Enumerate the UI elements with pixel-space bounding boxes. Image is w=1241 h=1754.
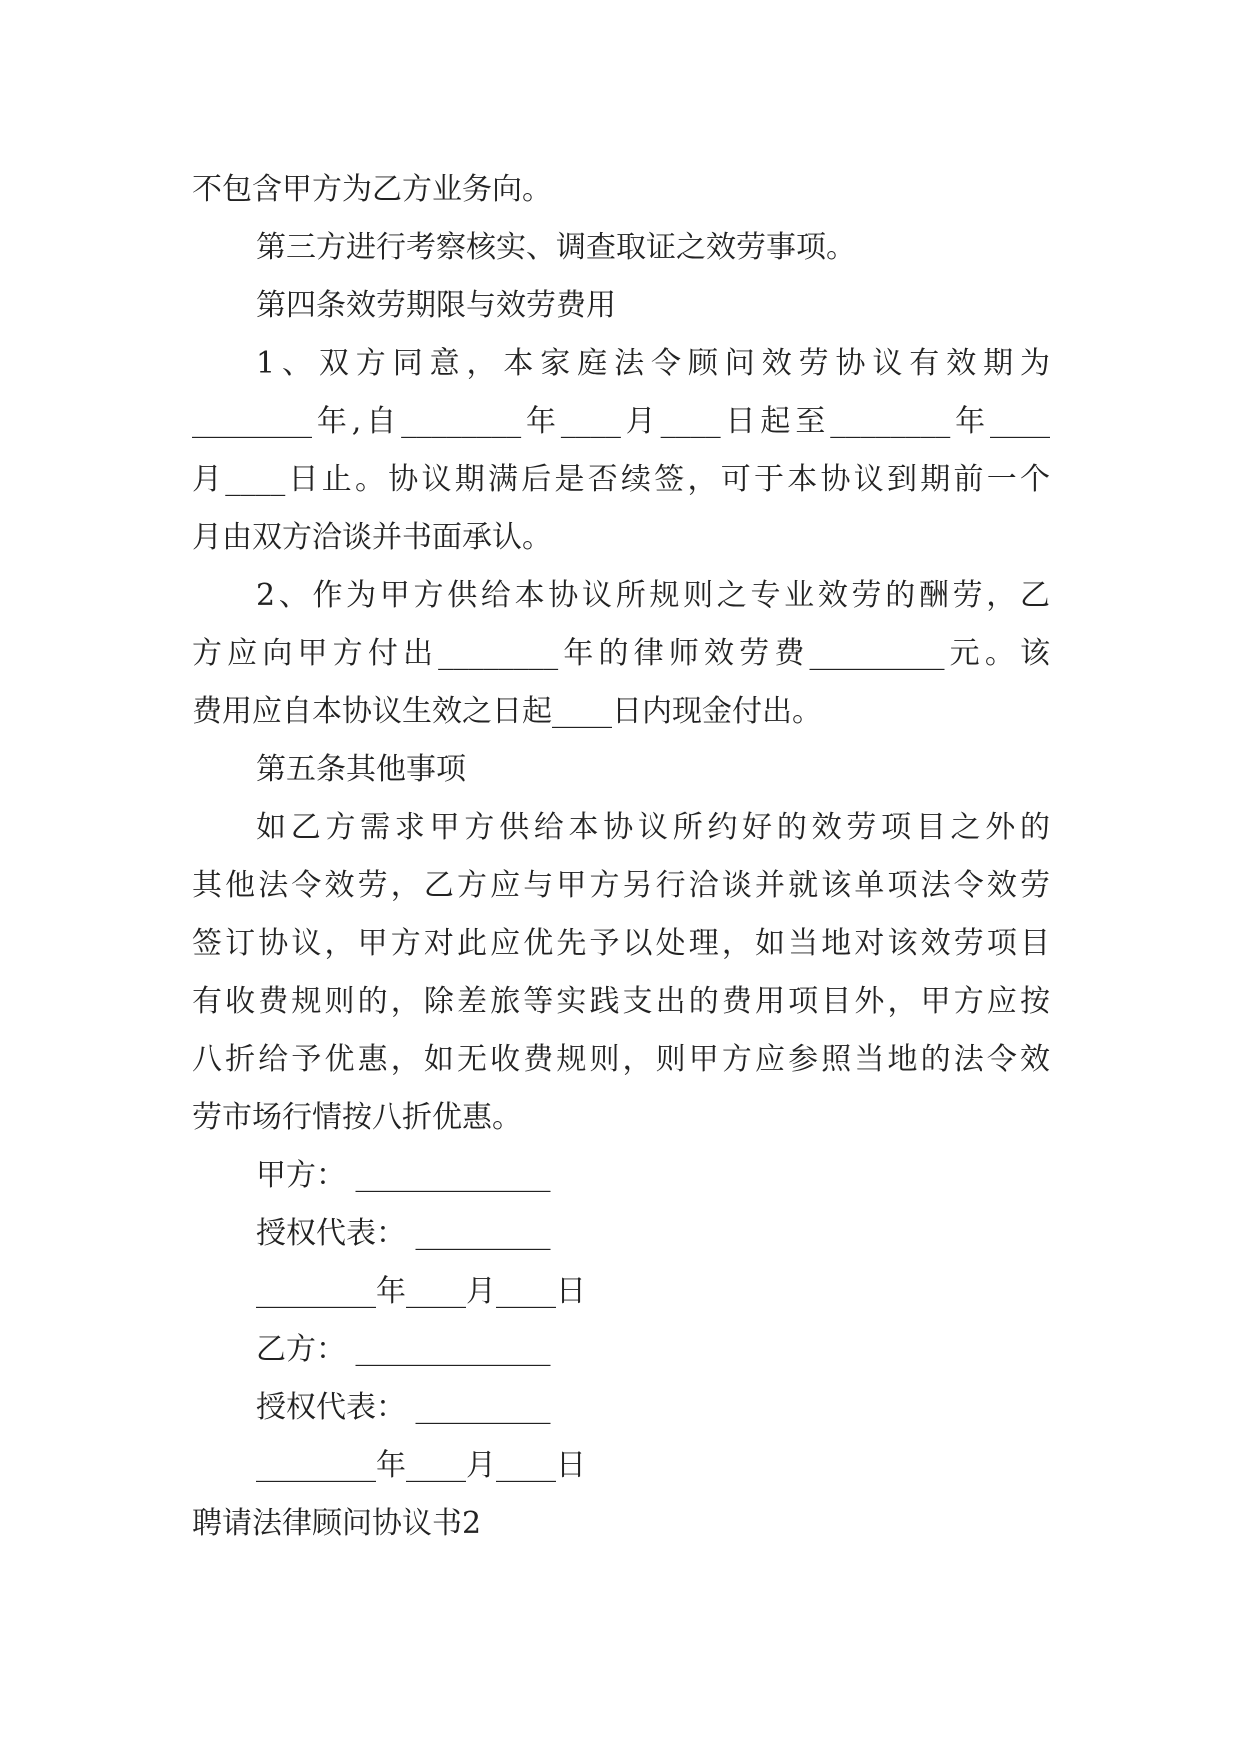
body-text-line: 费用应自本协议生效之日起____日内现金付出。 [192, 694, 822, 729]
body-text-line: 如乙方需求甲方供给本协议所约好的效劳项目之外的 [256, 810, 1050, 845]
signature-party-a: 甲方： _____________ [256, 1158, 551, 1193]
body-text-line: 有收费规则的，除差旅等实践支出的费用项目外，甲方应按 [192, 984, 1050, 1019]
signature-representative-b: 授权代表： _________ [256, 1390, 551, 1425]
body-text-line: 月____日止。协议期满后是否续签，可于本协议到期前一个 [192, 462, 1050, 497]
body-text-line: 劳市场行情按八折优惠。 [192, 1100, 522, 1135]
body-text-line: ________年,自________年____月____日起至________年____ [192, 404, 1050, 439]
body-text-line: 不包含甲方为乙方业务向。 [192, 172, 552, 207]
signature-date-b: ________年____月____日 [256, 1448, 586, 1483]
body-text-line: 方应向甲方付出________年的律师效劳费_________元。该 [192, 636, 1050, 671]
body-text-line: 第三方进行考察核实、调查取证之效劳事项。 [256, 230, 856, 265]
body-text-line: 其他法令效劳，乙方应与甲方另行洽谈并就该单项法令效劳 [192, 868, 1050, 903]
section-heading: 第五条其他事项 [256, 752, 466, 787]
body-text-line: 八折给予优惠，如无收费规则，则甲方应参照当地的法令效 [192, 1042, 1050, 1077]
document-title-next: 聘请法律顾问协议书2 [192, 1506, 482, 1541]
body-text-line: 月由双方洽谈并书面承认。 [192, 520, 552, 555]
signature-representative-a: 授权代表： _________ [256, 1216, 551, 1251]
signature-date-a: ________年____月____日 [256, 1274, 586, 1309]
body-text-line: 1、双方同意，本家庭法令顾问效劳协议有效期为 [256, 346, 1050, 381]
body-text-line: 2、作为甲方供给本协议所规则之专业效劳的酬劳，乙 [256, 578, 1050, 613]
section-heading: 第四条效劳期限与效劳费用 [256, 288, 616, 323]
body-text-line: 签订协议，甲方对此应优先予以处理，如当地对该效劳项目 [192, 926, 1050, 961]
signature-party-b: 乙方： _____________ [256, 1332, 551, 1367]
